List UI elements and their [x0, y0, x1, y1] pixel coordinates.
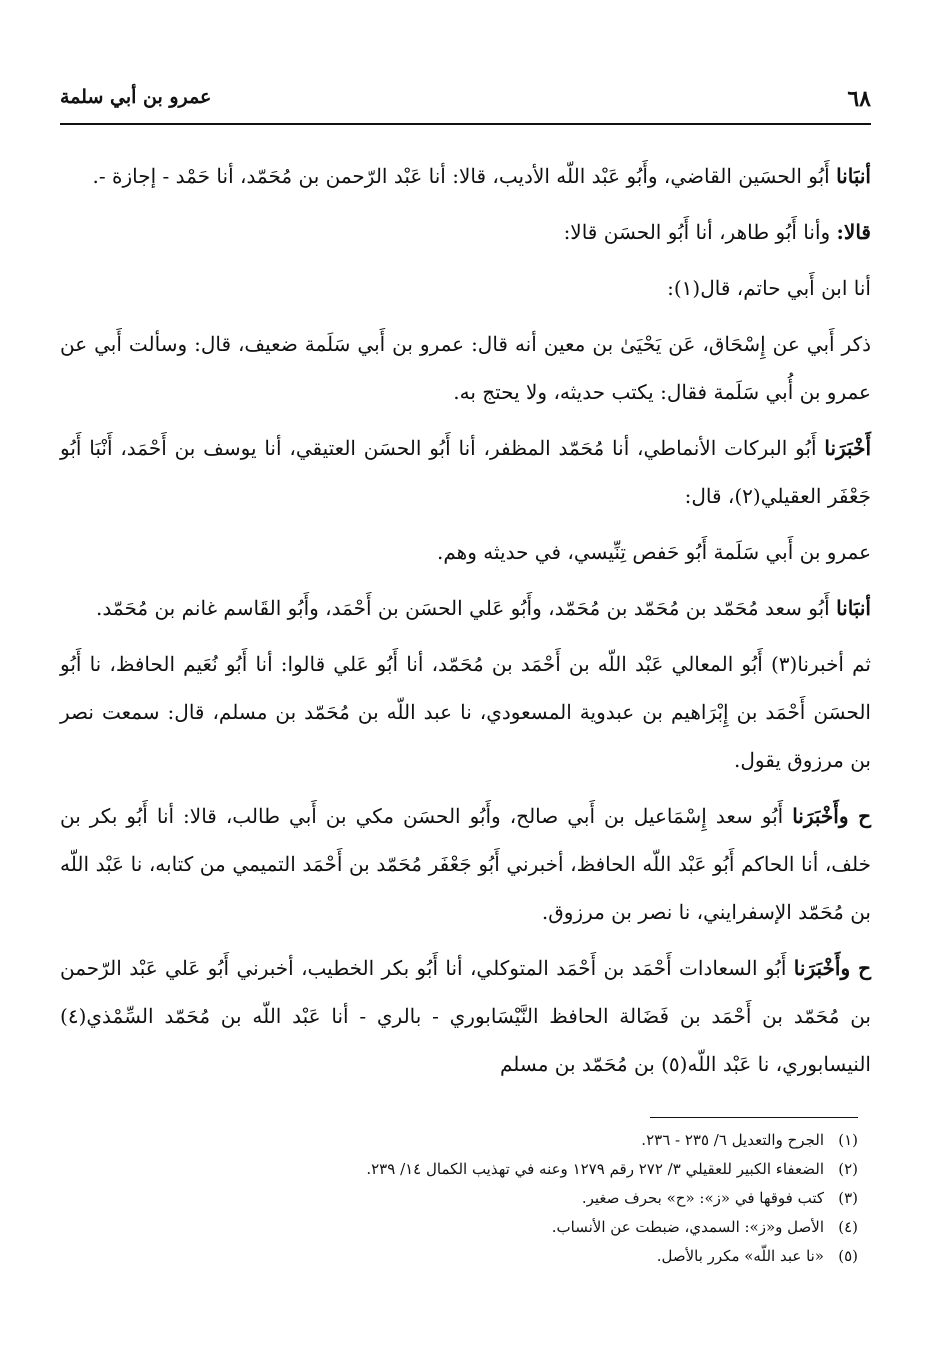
paragraph [60, 320, 871, 416]
paragraph-text: أنا ابن أَبي حاتم، قال(١): [667, 276, 871, 300]
footnotes [60, 1126, 858, 1271]
paragraph-text: أَبُو سعد مُحَمّد بن مُحَمّد بن مُحَمّد، وأَبُو عَلي الحسَن بن أَحْمَد، وأَبُو القَاسم غانم بن مُحَمّد. [96, 596, 837, 620]
paragraph-text: أَبُو الحسَين القاضي، وأَبُو عَبْد اللّه الأديب، قالا: أنا عَبْد الرّحمن بن مُحَمّد، أنا حَمْد - إجازة -. [92, 164, 837, 188]
paragraph-lead: أنبَانا [836, 164, 871, 188]
paragraph-lead: أنبَانا [836, 596, 871, 620]
footnote-number: (١) [838, 1131, 858, 1149]
paragraph-lead: ح وأَخْبَرَنا [792, 804, 871, 828]
footnote-text: الضعفاء الكبير للعقيلي ٣/ ٢٧٢ رقم ١٢٧٩ وعنه في تهذيب الكمال ١٤/ ٢٣٩. [366, 1160, 824, 1178]
paragraph-text: أَبُو سعد إِسْمَاعيل بن أَبي صالح، وأَبُو الحسَن مكي بن أَبي طالب، قالا: أنا أَبُو بكر بن خلف، أنا الحاكم أَبُو عَبْد اللّه الحافظ، أخبرني أَبُو جَعْفَر مُحَمّد بن أَحْمَد التميمي من كتابه، نا عَبْد اللّه بن مُحَمّد الإسفرايني، نا نصر بن مرزوق. [60, 804, 871, 924]
footnote-text: كتب فوقها في «ز»: «ح» بحرف صغير. [581, 1189, 824, 1207]
paragraph-lead: ح وأَخْبَرَنا [793, 956, 871, 980]
footnote [60, 1242, 858, 1271]
page-header [60, 86, 871, 122]
paragraph [60, 264, 871, 312]
paragraph-lead: قالا: [836, 220, 871, 244]
footnote-number: (٣) [838, 1189, 858, 1207]
paragraph-text: ثم أخبرنا(٣) أَبُو المعالي عَبْد اللّه بن أَحْمَد بن مُحَمّد، أنا أَبُو عَلي قالوا: أنا أَبُو نُعَيم الحافظ، نا أَبُو الحسَن أَحْمَد بن إِبْرَاهيم بن عبدوية المسعودي، نا عبد اللّه بن مُحَمّد بن مسلم، قال: سمعت نصر بن مرزوق يقول. [60, 652, 871, 772]
footnote-number: (٢) [838, 1160, 858, 1178]
footnote-rule [650, 1117, 858, 1118]
header-rule [60, 123, 871, 125]
paragraph-text: وأنا أَبُو طاهر، أنا أَبُو الحسَن قالا: [563, 220, 837, 244]
footnote [60, 1126, 858, 1155]
footnote-text: الجرح والتعديل ٦/ ٢٣٥ - ٢٣٦. [641, 1131, 824, 1149]
footnote-text: الأصل و«ز»: السمدي، ضبطت عن الأنساب. [551, 1218, 824, 1236]
paragraph [60, 640, 871, 784]
paragraph [60, 944, 871, 1088]
paragraph-text: أَبُو السعادات أَحْمَد بن أَحْمَد المتوكلي، أنا أَبُو بكر الخطيب، أخبرني أَبُو عَلي عَبْد الرّحمن بن مُحَمّد بن أَحْمَد بن فَضَالة الحافظ النَّيْسَابوري - بالري - أنا عَبْد اللّه بن مُحَمّد السِّمْذي(٤) النيسابوري، نا عَبْد اللّه(٥) بن مُحَمّد بن مسلم [60, 956, 871, 1076]
paragraph-text: عمرو بن أَبي سَلَمة أَبُو حَفص تِنِّيسي، في حديثه وهم. [437, 540, 871, 564]
footnote-number: (٥) [838, 1247, 858, 1265]
paragraph [60, 584, 871, 632]
footnote-text: «نا عبد اللّه» مكرر بالأصل. [656, 1247, 824, 1265]
paragraph-text: ذكر أَبي عن إِسْحَاق، عَن يَحْيَىٰ بن معين أنه قال: عمرو بن أَبي سَلَمة ضعيف، قال: وسألت أَبي عن عمرو بن أُبي سَلَمة فقال: يكتب حديثه، ولا يحتج به. [60, 332, 871, 404]
footnote [60, 1155, 858, 1184]
running-head: عمرو بن أبي سلمة [60, 86, 212, 108]
paragraph [60, 424, 871, 520]
paragraph [60, 208, 871, 256]
paragraph-lead: أَخْبَرَنا [824, 436, 871, 460]
footnote [60, 1184, 858, 1213]
paragraph [60, 792, 871, 936]
main-text [60, 152, 871, 1096]
footnote-number: (٤) [838, 1218, 858, 1236]
paragraph [60, 528, 871, 576]
footnote [60, 1213, 858, 1242]
page-number: ٦٨ [847, 86, 871, 112]
paragraph [60, 152, 871, 200]
paragraph-text: أَبُو البركات الأنماطي، أنا مُحَمّد المظفر، أنا أَبُو الحسَن العتيقي، أنا يوسف بن أَحْمَد، أَنْبَا أَبُو جَعْفَر العقيلي(٢)، قال: [60, 436, 871, 508]
